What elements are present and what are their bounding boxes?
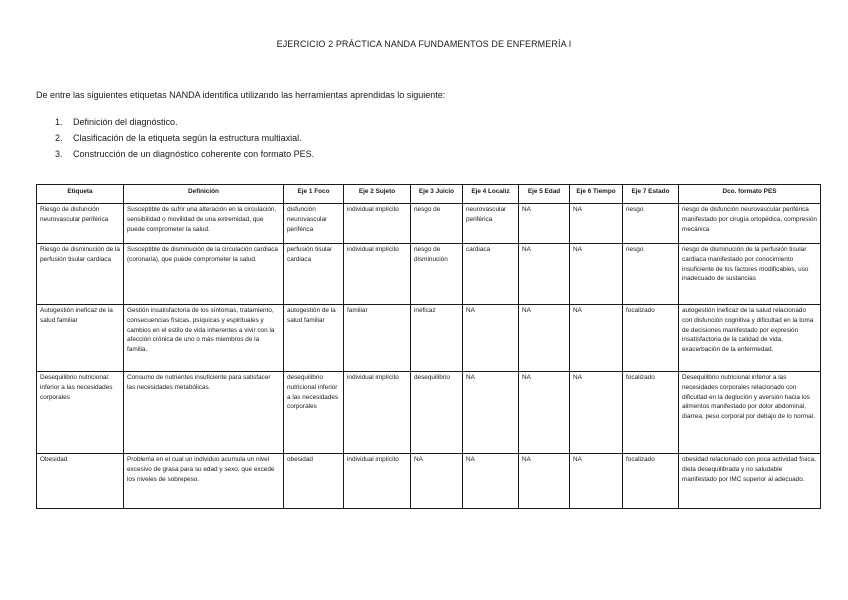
cell-etiqueta: Obesidad xyxy=(37,454,124,509)
cell-eje-6: NA xyxy=(570,372,623,454)
cell-definicion: Gestión insatisfactoria de los síntomas, tratamiento, consecuencias físicas, psíquicas y espirituales y cambios en el estilo de vida inherentes a vivir con la afección crónica de uno o más miembros de la familia. xyxy=(124,305,284,372)
cell-eje-7: focalizado xyxy=(623,372,679,454)
header-eje-6: Eje 6 Tiempo xyxy=(570,185,623,204)
cell-eje-2: familiar xyxy=(344,305,411,372)
cell-etiqueta: Riesgo de disminución de la perfusión tisular cardiaca xyxy=(37,244,124,305)
instruction-text: Construcción de un diagnóstico coherente con formato PES. xyxy=(73,149,315,159)
header-eje-4: Eje 4 Localiz xyxy=(463,185,519,204)
cell-definicion: Problema en el cual un individuo acumula un nivel excesivo de grasa para su edad y sexo, que excede los niveles de sobrepeso. xyxy=(124,454,284,509)
instruction-text: Definición del diagnóstico. xyxy=(73,117,178,127)
cell-eje-4: NA xyxy=(463,305,519,372)
instruction-number: 2. xyxy=(55,133,63,143)
cell-eje-7: riesgo xyxy=(623,244,679,305)
instruction-item xyxy=(55,114,314,130)
cell-eje-5: NA xyxy=(519,204,570,244)
header-eje-5: Eje 5 Edad xyxy=(519,185,570,204)
cell-eje-2: individual implícito xyxy=(344,244,411,305)
cell-eje-7: riesgo xyxy=(623,204,679,244)
table-header-row xyxy=(37,185,821,204)
cell-eje-2: individual implícito xyxy=(344,454,411,509)
cell-eje-3: riesgo de disminución xyxy=(411,244,463,305)
cell-etiqueta: Riesgo de disfunción neurovascular periférica xyxy=(37,204,124,244)
cell-eje-1: disfunción neurovascular periférica xyxy=(284,204,344,244)
cell-eje-4: neurovascular periférica xyxy=(463,204,519,244)
cell-definicion: Susceptible de disminución de la circulación cardiaca (coronaria), que puede comprometer la salud. xyxy=(124,244,284,305)
cell-eje-2: individual implícito xyxy=(344,204,411,244)
cell-eje-1: perfusión tisular cardiaca xyxy=(284,244,344,305)
header-eje-7: Eje 7 Estado xyxy=(623,185,679,204)
cell-definicion: Susceptible de sufrir una alteración en la circulación, sensibilidad o movilidad de una extremidad, que puede comprometer la salud. xyxy=(124,204,284,244)
cell-eje-3: riesgo de xyxy=(411,204,463,244)
cell-eje-3: desequilibrio xyxy=(411,372,463,454)
cell-eje-1: desequilibrio nutricional inferior a las necesidades corporales xyxy=(284,372,344,454)
cell-etiqueta: Desequilibrio nutricional: inferior a las necesidades corporales xyxy=(37,372,124,454)
table-row xyxy=(37,372,821,454)
cell-eje-6: NA xyxy=(570,204,623,244)
table-row xyxy=(37,454,821,509)
cell-pes: riesgo de disfunción neurovascular periférica manifestado por cirugía ortopédica, compresión mecánica xyxy=(679,204,821,244)
header-eje-3: Eje 3 Juicio xyxy=(411,185,463,204)
table-row xyxy=(37,305,821,372)
intro-text: De entre las siguientes etiquetas NANDA identifica utilizando las herramientas aprendidas lo siguiente: xyxy=(36,90,446,100)
instructions-list xyxy=(55,114,314,162)
cell-pes: autogestión ineficaz de la salud relacionado con disfunción cognitiva y dificultad en la toma de decisiones manifestado por expresión insatisfactoria de la calidad de vida, exacerbación de la enfermedad. xyxy=(679,305,821,372)
cell-eje-4: NA xyxy=(463,454,519,509)
cell-eje-4: NA xyxy=(463,372,519,454)
cell-pes: Desequilibrio nutricional inferior a las necesidades corporales relacionado con dificultad en la deglución y aversión hacia los alimentos manifestado por dolor abdominal, diarrea, peso corporal por debajo de lo normal. xyxy=(679,372,821,454)
cell-eje-1: obesidad xyxy=(284,454,344,509)
instruction-number: 3. xyxy=(55,149,63,159)
cell-eje-5: NA xyxy=(519,454,570,509)
instruction-item xyxy=(55,146,314,162)
cell-eje-6: NA xyxy=(570,244,623,305)
document-title: EJERCICIO 2 PRÁCTICA NANDA FUNDAMENTOS DE ENFERMERÍA I xyxy=(276,39,572,49)
cell-eje-6: NA xyxy=(570,454,623,509)
header-pes: Dco. formato PES xyxy=(679,185,821,204)
cell-eje-3: NA xyxy=(411,454,463,509)
cell-etiqueta: Autogestión ineficaz de la salud familiar xyxy=(37,305,124,372)
cell-eje-5: NA xyxy=(519,305,570,372)
nanda-table xyxy=(36,184,821,509)
cell-eje-1: autogestión de la salud familiar xyxy=(284,305,344,372)
cell-eje-7: focalizado xyxy=(623,305,679,372)
header-eje-2: Eje 2 Sujeto xyxy=(344,185,411,204)
cell-eje-6: NA xyxy=(570,305,623,372)
cell-eje-7: focalizado xyxy=(623,454,679,509)
cell-eje-3: ineficaz xyxy=(411,305,463,372)
header-eje-1: Eje 1 Foco xyxy=(284,185,344,204)
cell-pes: riesgo de disminución de la perfusión tisular cardiaca manifestado por conocimiento insuficiente de los factores modificables, uso inadecuado de sustancias xyxy=(679,244,821,305)
instruction-item xyxy=(55,130,314,146)
table-row xyxy=(37,204,821,244)
cell-eje-2: individual implícito xyxy=(344,372,411,454)
cell-definicion: Consumo de nutrientes insuficiente para satisfacer las necesidades metabólicas. xyxy=(124,372,284,454)
header-definicion: Definición xyxy=(124,185,284,204)
cell-pes: obesidad relacionado con poca actividad física, dieta desequilibrada y no saludable manifestado por IMC superior al adecuado. xyxy=(679,454,821,509)
cell-eje-4: cardiaca xyxy=(463,244,519,305)
instruction-text: Clasificación de la etiqueta según la estructura multiaxial. xyxy=(73,133,302,143)
header-etiqueta: Etiqueta xyxy=(37,185,124,204)
table-row xyxy=(37,244,821,305)
cell-eje-5: NA xyxy=(519,372,570,454)
instruction-number: 1. xyxy=(55,117,63,127)
cell-eje-5: NA xyxy=(519,244,570,305)
